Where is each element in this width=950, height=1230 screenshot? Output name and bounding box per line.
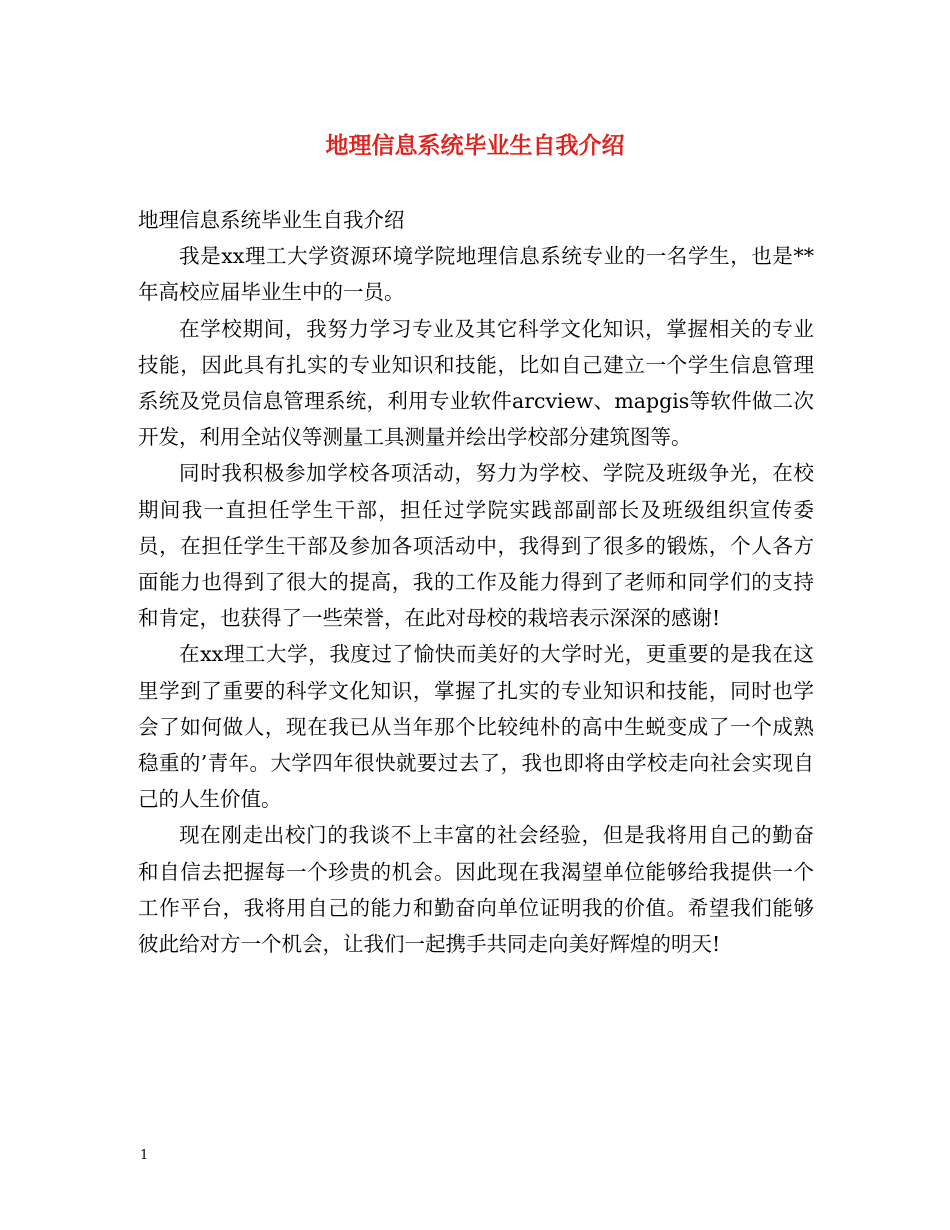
paragraph-intro: 我是xx理工大学资源环境学院地理信息系统专业的一名学生，也是**年高校应届毕业生中的一员。 <box>138 244 814 305</box>
document-body <box>138 202 814 962</box>
paragraph-university-life: 在xx理工大学，我度过了愉快而美好的大学时光，更重要的是我在这里学到了重要的科学文化知识，掌握了扎实的专业知识和技能，同时也学会了如何做人，现在我已从当年那个比较纯朴的高中生蜕变成了一个成熟稳重的’青年。大学四年很快就要过去了，我也即将由学校走向社会实现自己的人生价值。 <box>138 642 814 812</box>
document-subtitle: 地理信息系统毕业生自我介绍 <box>138 208 405 232</box>
document-title: 地理信息系统毕业生自我介绍 <box>325 132 625 159</box>
paragraph-closing: 现在刚走出校门的我谈不上丰富的社会经验，但是我将用自己的勤奋和自信去把握每一个珍贵的机会。因此现在我渴望单位能够给我提供一个工作平台，我将用自己的能力和勤奋向单位证明我的价值。希望我们能够彼此给对方一个机会，让我们一起携手共同走向美好辉煌的明天! <box>138 823 814 957</box>
page-number: 1 <box>140 1148 149 1163</box>
paragraph-study: 在学校期间，我努力学习专业及其它科学文化知识，掌握相关的专业技能，因此具有扎实的专业知识和技能，比如自己建立一个学生信息管理系统及党员信息管理系统，利用专业软件arcview、mapgis等软件做二次开发，利用全站仪等测量工具测量并绘出学校部分建筑图等。 <box>138 316 814 450</box>
paragraph-activities: 同时我积极参加学校各项活动，努力为学校、学院及班级争光，在校期间我一直担任学生干部，担任过学院实践部副部长及班级组织宣传委员，在担任学生干部及参加各项活动中，我得到了很多的锻炼，个人各方面能力也得到了很大的提高，我的工作及能力得到了老师和同学们的支持和肯定，也获得了一些荣誉，在此对母校的栽培表示深深的感谢! <box>138 461 814 631</box>
